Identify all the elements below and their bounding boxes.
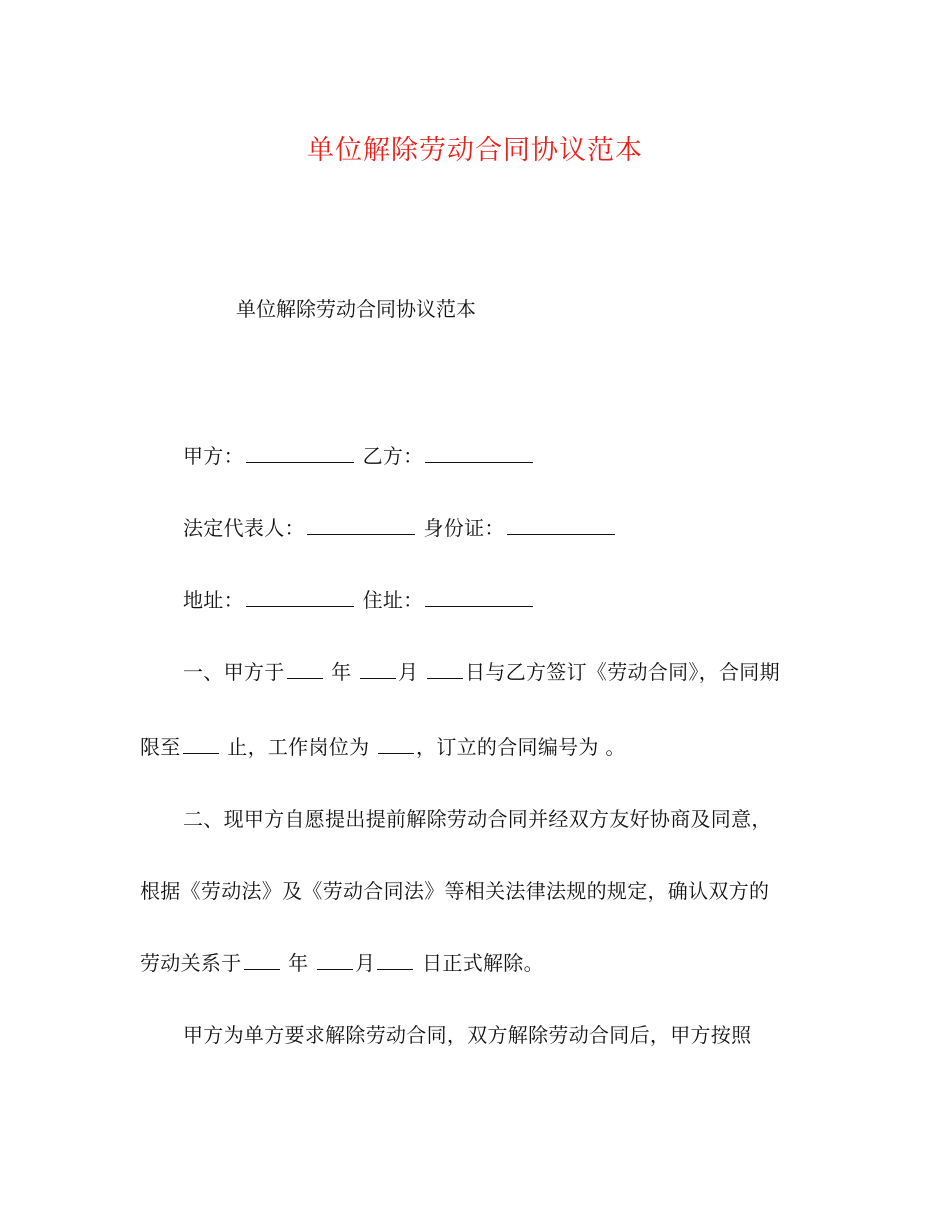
- id-card-blank: [507, 516, 615, 535]
- position-blank: [378, 735, 414, 754]
- end-month-blank: [317, 951, 353, 970]
- legal-rep-label: 法定代表人：: [183, 516, 305, 540]
- clause2-text-a: 劳动关系于: [140, 951, 242, 975]
- clause2-line3: [140, 947, 544, 976]
- document-subtitle: 单位解除劳动合同协议范本: [236, 297, 476, 321]
- end-day-blank: [377, 951, 413, 970]
- clause1-text-e: 限至: [140, 735, 181, 759]
- end-year-blank: [244, 951, 280, 970]
- clause2-text-b: 年: [281, 951, 316, 975]
- clause2-text-c: 月: [355, 951, 376, 975]
- id-card-label: 身份证：: [423, 516, 505, 540]
- clause1-text-b: 年: [324, 660, 359, 684]
- clause2-line2: 根据《劳动法》及《劳动合同法》等相关法律法规的规定，确认双方的: [140, 879, 770, 903]
- clause1-text-c: 月: [398, 660, 426, 684]
- clause1-text-g: ，订立的合同编号为 。: [416, 735, 626, 759]
- residence-blank: [425, 588, 533, 607]
- address-label: 地址：: [183, 588, 244, 612]
- term-blank: [183, 735, 219, 754]
- paragraph3-line1: 甲方为单方要求解除劳动合同，双方解除劳动合同后，甲方按照: [183, 1023, 752, 1047]
- party-a-blank: [246, 444, 354, 463]
- clause2-text-d: 日正式解除。: [415, 951, 544, 975]
- clause1-line1: [183, 656, 780, 685]
- party-line: [183, 440, 535, 469]
- clause1-text-d: 日与乙方签订《劳动合同》，合同期: [465, 660, 780, 684]
- address-blank: [246, 588, 354, 607]
- residence-label: 住址：: [362, 588, 424, 612]
- party-b-label: 乙方：: [362, 444, 424, 468]
- clause1-line2: [140, 731, 626, 760]
- day-blank: [427, 660, 463, 679]
- party-a-label: 甲方：: [183, 444, 244, 468]
- clause1-text-a: 一、甲方于: [183, 660, 285, 684]
- year-blank: [287, 660, 323, 679]
- month-blank: [360, 660, 396, 679]
- party-b-blank: [425, 444, 533, 463]
- legal-rep-blank: [307, 516, 415, 535]
- address-line: [183, 584, 535, 613]
- clause1-text-f: 止，工作岗位为: [220, 735, 377, 759]
- clause2-line1: 二、现甲方自愿提出提前解除劳动合同并经双方友好协商及同意，: [183, 807, 772, 831]
- document-title: 单位解除劳动合同协议范本: [307, 135, 643, 166]
- legal-rep-line: [183, 512, 617, 541]
